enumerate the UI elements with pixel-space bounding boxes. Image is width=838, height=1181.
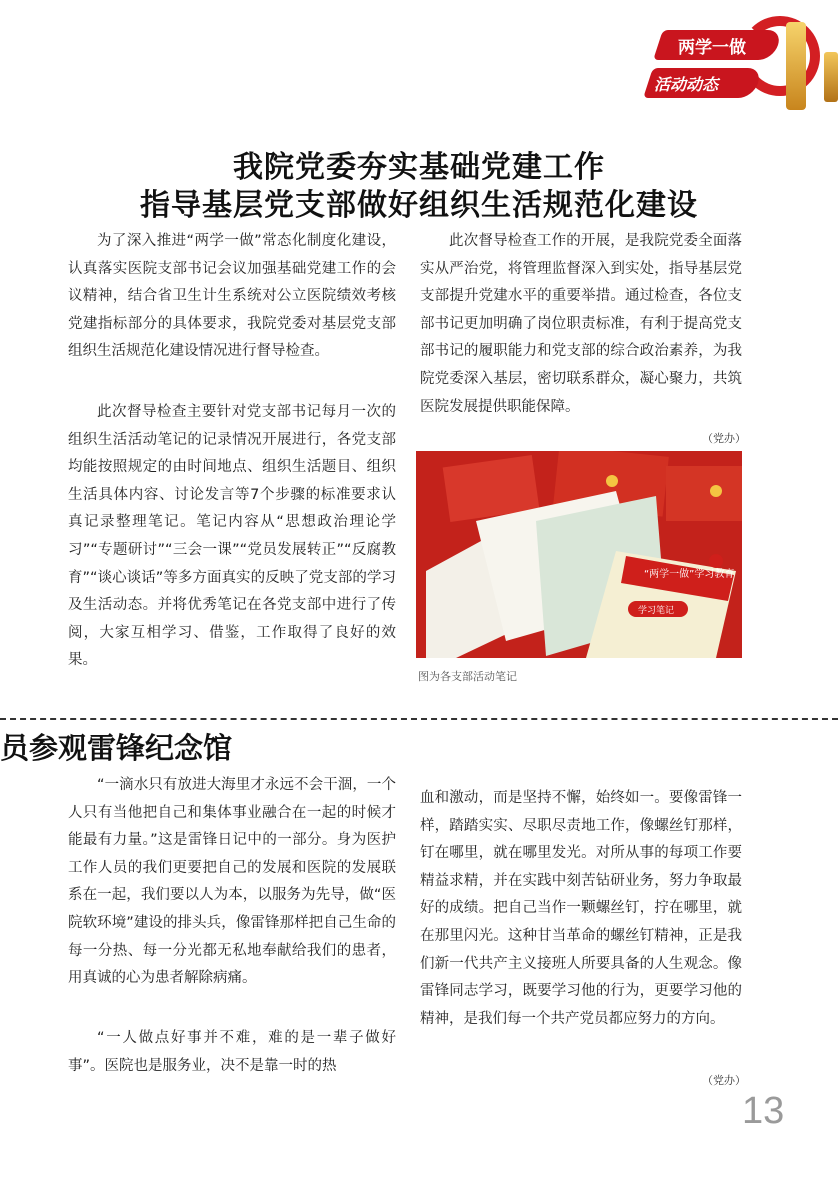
article2-paragraph-1: “一滴水只有放进大海里才永远不会干涸，一个人只有当他把自己和集体事业融合在一起的时候才能最有力量。”这是雷锋日记中的一部分。身为医护工作人员的我们更要把自己的发展和医院的发展联系在一起，我们要以人为本，以服务为先导，做“医院软环境”建设的排头兵，像雷锋那样把自己生命的每一分热、每一分光都无私地奉献给我们的患者，用真诚的心为患者解除病痛。 [68,777,396,987]
section-divider [0,718,838,720]
page-number: 13 [742,1090,785,1132]
badge-label-main: 两学一做 [678,38,746,58]
article2-paragraph-3: 血和激动，而是坚持不懈，始终如一。要像雷锋一样，踏踏实实、尽职尽责地工作，像螺丝钉那样，钉在哪里，就在哪里发光。对所从事的每项工作要精益求精，并在实践中刻苦钻研业务，努力争取最好的成绩。把自己当作一颗螺丝钉，拧在哪里，就在那里闪光。这种甘当革命的螺丝钉精神，正是我们新一代共产主义接班人所要具备的人生观念。像雷锋同志学习，既要学习他的行为，更要学习他的精神，是我们每一个共产党员都应努力的方向。 [420,790,742,1027]
article1-paragraph-1: 为了深入推进“两学一做”常态化制度化建设，认真落实医院支部书记会议加强基础党建工作的会议精神，结合省卫生计生系统对公立医院绩效考核党建指标部分的具体要求，我院党委对基层党支部组织生活规范化建设情况进行督导检查。 [68,233,396,360]
huabiao-pillar-small-icon [824,52,838,102]
article-title-line1: 我院党委夯实基础党建工作 [233,150,605,185]
article2-paragraph-2: “一人做点好事并不难，难的是一辈子做好事”。医院也是服务业，决不是靠一时的热 [68,1030,396,1074]
article1-paragraph-2: 此次督导检查主要针对党支部书记每月一次的组织生活活动笔记的记录情况开展进行，各党支部均能按照规定的由时间地点、组织生活题目、组织生活具体内容、讨论发言等7个步骤的标准要求认真记录整理笔记。笔记内容从“思想政治理论学习”“专题研讨”“三会一课”“党员发展转正”“反腐教育”“谈心谈话”等多方面真实的反映了党支部的学习及生活动态。并将优秀笔记在各党支部中进行了传阅，大家互相学习、借鉴，工作取得了良好的效果。 [68,404,396,669]
column-badge [648,12,838,112]
notebooks-illustration [416,451,742,658]
article2-title: 员参观雷锋纪念馆 [0,731,233,765]
book-subtitle-text: 学习笔记 [638,606,675,616]
article2-credit: （党办） [702,1074,746,1087]
notebooks-photo [416,451,742,658]
book-title-text: “两学一做”学习教育 [644,569,735,580]
badge-label-sub: 活动动态 [654,75,719,94]
article1-paragraph-3: 此次督导检查工作的开展，是我院党委全面落实从严治党，将管理监督深入到实处，指导基层党支部提升党建水平的重要举措。通过检查，各位支部书记更加明确了岗位职责标准，有利于提高党支部书记的履职能力和党支部的综合政治素养，为我院党委深入基层，密切联系群众，凝心聚力，共筑医院发展提供职能保障。 [420,233,742,415]
article1-credit: （党办） [702,432,746,445]
huabiao-pillar-icon [786,22,806,110]
article-title-line2: 指导基层党支部做好组织生活规范化建设 [140,188,698,223]
photo-caption: 图为各支部活动笔记 [418,670,517,683]
